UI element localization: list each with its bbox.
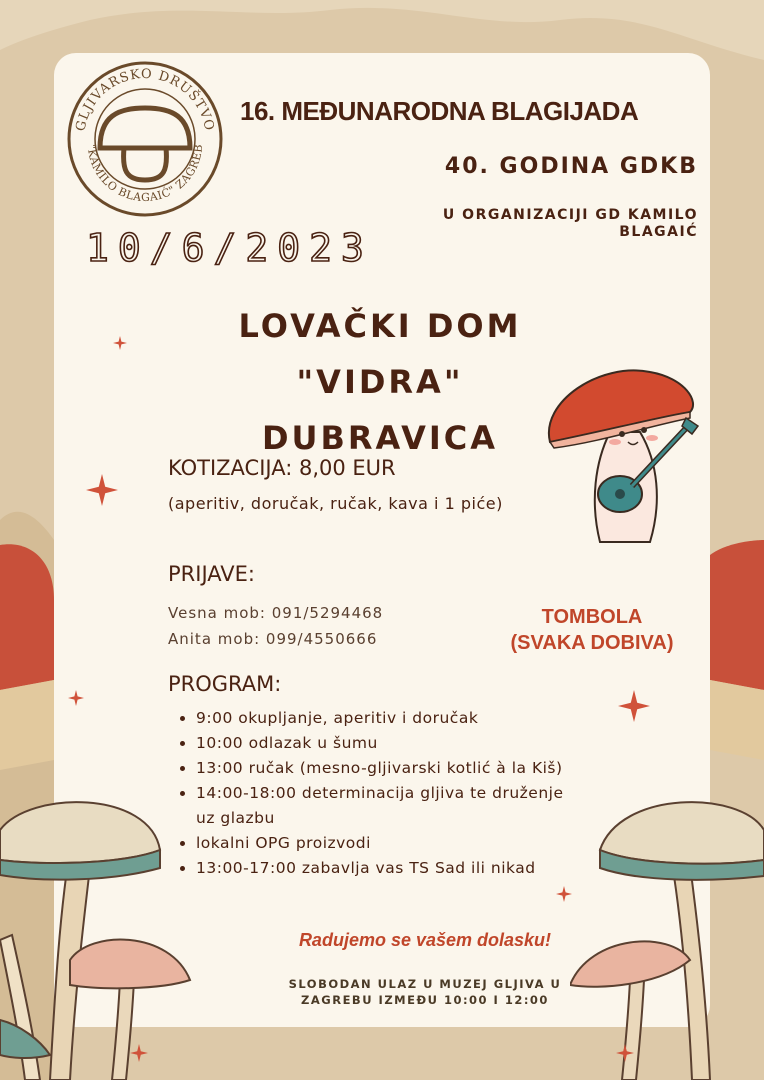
sparkle-icon [113, 336, 127, 350]
closing-message: Radujemo se vašem dolasku! [298, 930, 552, 950]
list-item: • 9:00 okupljanje, aperitiv i doručak [196, 706, 576, 731]
list-item: • 10:00 odlazak u šumu [196, 731, 576, 756]
event-title: 16. MEĐUNARODNA BLAGIJADA [240, 96, 639, 126]
sparkle-icon [130, 1044, 148, 1062]
registration-heading: PRIJAVE: [168, 562, 256, 586]
list-item: • 13:00 ručak (mesno-gljivarski kotlić à la Kiš) [196, 756, 576, 781]
tombola-notice [492, 604, 692, 656]
mushroom-cluster-right [570, 790, 764, 1080]
program-heading: PROGRAM: [168, 672, 282, 696]
sparkle-icon [616, 1044, 634, 1062]
organizer-line-1: U ORGANIZACIJI GD KAMILO [442, 207, 698, 223]
left-red-mushroom-cap [0, 544, 54, 690]
venue [160, 298, 600, 466]
right-red-mushroom-cap [710, 540, 764, 690]
list-item: • 14:00-18:00 determinacija gljiva te druženje uz glazbu [196, 781, 576, 831]
organizer-text [380, 207, 698, 241]
contact-line: Anita mob: 099/4550666 [168, 630, 378, 648]
contact-line: Vesna mob: 091/5294468 [168, 604, 384, 622]
society-logo [66, 60, 224, 218]
list-item: • lokalni OPG proizvodi [196, 831, 576, 856]
program-list [170, 706, 576, 881]
tombola-title: TOMBOLA [541, 606, 643, 628]
fee-label: KOTIZACIJA: 8,00 EUR [168, 456, 396, 480]
list-item: • 13:00-17:00 zabavlja vas TS Sad ili nikad [196, 856, 576, 881]
sparkle-icon [618, 690, 650, 722]
museum-notice [270, 976, 580, 1008]
registration-contacts [168, 600, 383, 652]
logo-ring-text-bottom: "KAMILO BLAGAIĆ" ZAGREB [84, 143, 206, 205]
organizer-line-2: BLAGAIĆ [619, 224, 698, 240]
tombola-subtitle: (SVAKA DOBIVA) [510, 632, 674, 654]
museum-line-1: SLOBODAN ULAZ U MUZEJ GLJIVA U [288, 977, 562, 991]
venue-location: DUBRAVICA [261, 419, 499, 457]
event-date: 10/6/2023 [86, 226, 373, 270]
anniversary-subtitle: 40. GODINA GDKB [444, 154, 698, 179]
fee-details: (aperitiv, doručak, ručak, kava i 1 piće) [168, 494, 503, 513]
museum-line-2: ZAGREBU IZMEĐU 10:00 I 12:00 [301, 993, 549, 1007]
venue-name: LOVAČKI DOM "VIDRA" [238, 307, 522, 401]
sparkle-icon [86, 474, 118, 506]
logo-ring-text-top: GLJIVARSKO DRUŠTVO [73, 66, 217, 133]
sparkle-icon [68, 690, 84, 706]
sparkle-icon [556, 886, 572, 902]
